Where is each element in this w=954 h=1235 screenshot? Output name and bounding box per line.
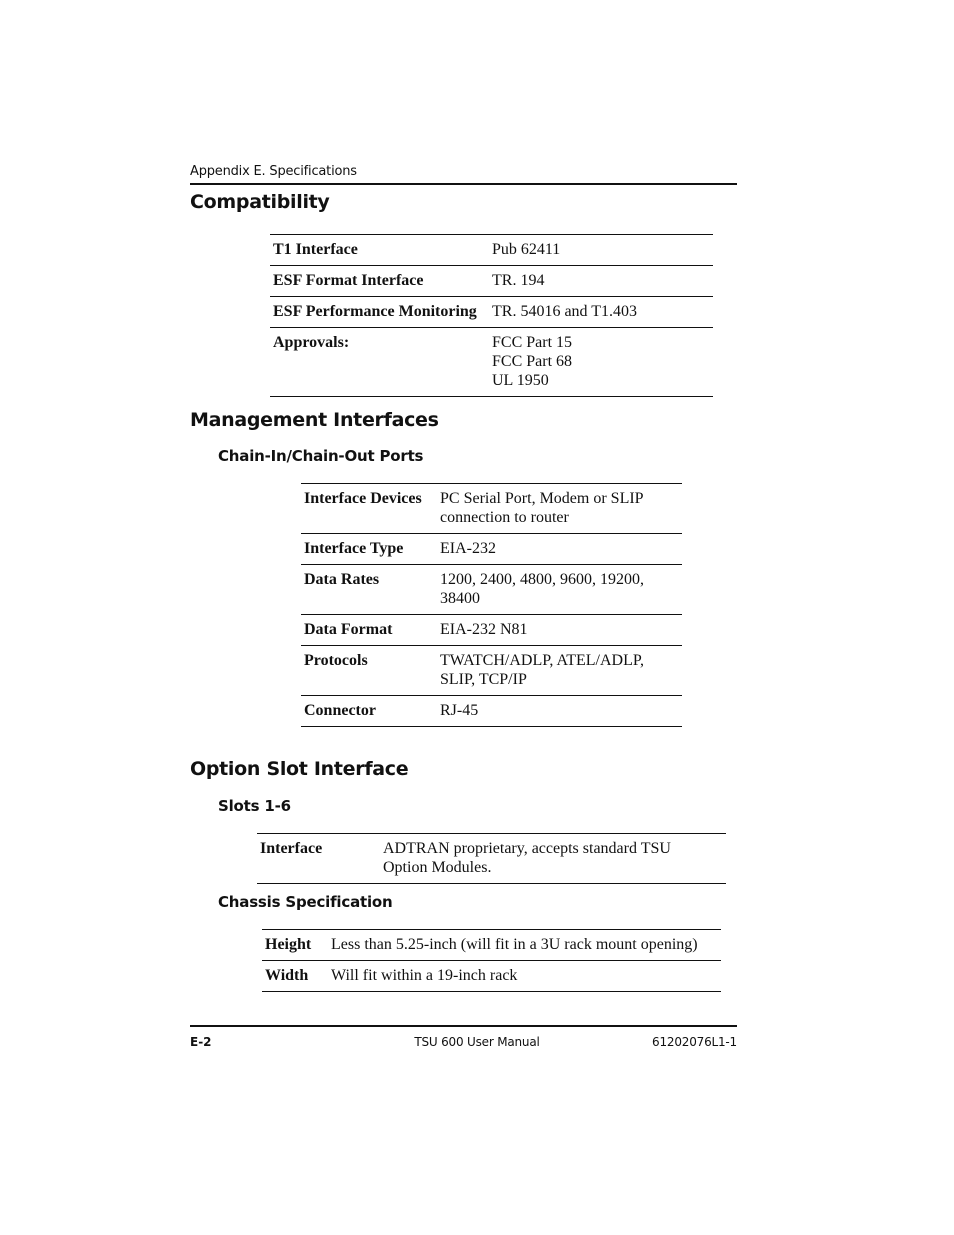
spec-value-line: PC Serial Port, Modem or SLIP bbox=[440, 490, 644, 507]
spec-value-line: FCC Part 68 bbox=[492, 353, 573, 370]
spec-value bbox=[489, 297, 713, 328]
table-row bbox=[270, 328, 713, 397]
section-title-management: Management Interfaces bbox=[190, 409, 439, 431]
footer-rule bbox=[190, 1025, 737, 1027]
spec-value bbox=[489, 328, 713, 397]
chain-ports-table bbox=[301, 483, 682, 727]
compatibility-table bbox=[270, 234, 713, 397]
spec-label: Interface Type bbox=[301, 534, 437, 565]
spec-label: Data Rates bbox=[301, 565, 437, 615]
spec-value-line: TR. 54016 and T1.403 bbox=[492, 303, 638, 320]
page-number: E-2 bbox=[190, 1035, 212, 1049]
table-row bbox=[257, 834, 726, 884]
spec-value-line: TWATCH/ADLP, ATEL/ADLP, bbox=[440, 652, 645, 669]
section-title-compatibility: Compatibility bbox=[190, 191, 330, 213]
spec-value bbox=[489, 235, 713, 266]
spec-value-line: EIA-232 N81 bbox=[440, 621, 528, 638]
table-row bbox=[301, 615, 682, 646]
table-row bbox=[270, 235, 713, 266]
header-rule bbox=[190, 183, 737, 185]
running-header: Appendix E. Specifications bbox=[190, 164, 357, 179]
spec-label: ESF Performance Monitoring bbox=[270, 297, 489, 328]
spec-value-line: 1200, 2400, 4800, 9600, 19200, bbox=[440, 571, 644, 588]
spec-label: Height bbox=[262, 930, 328, 961]
table-row bbox=[262, 930, 721, 961]
table-row bbox=[262, 961, 721, 992]
table-row bbox=[301, 565, 682, 615]
spec-value-line: Will fit within a 19-inch rack bbox=[331, 967, 518, 984]
table-row bbox=[301, 534, 682, 565]
table-row bbox=[301, 484, 682, 534]
chassis-table bbox=[262, 929, 721, 992]
section-title-option-slot: Option Slot Interface bbox=[190, 758, 409, 780]
spec-value bbox=[437, 646, 682, 696]
spec-label: Data Format bbox=[301, 615, 437, 646]
spec-value bbox=[437, 484, 682, 534]
spec-label: Interface Devices bbox=[301, 484, 437, 534]
slots-table bbox=[257, 833, 726, 884]
spec-value bbox=[489, 266, 713, 297]
spec-value bbox=[328, 930, 721, 961]
table-row bbox=[301, 646, 682, 696]
spec-value bbox=[380, 834, 726, 884]
spec-value-line: FCC Part 15 bbox=[492, 334, 573, 351]
spec-value-line: Less than 5.25-inch (will fit in a 3U rack mount opening) bbox=[331, 936, 698, 953]
spec-label: Width bbox=[262, 961, 328, 992]
spec-label: Protocols bbox=[301, 646, 437, 696]
table-row bbox=[301, 696, 682, 727]
spec-value-line: TR. 194 bbox=[492, 272, 545, 289]
table-row bbox=[270, 297, 713, 328]
spec-label: Approvals: bbox=[270, 328, 489, 397]
part-number: 61202076L1-1 bbox=[652, 1035, 737, 1049]
spec-value bbox=[437, 534, 682, 565]
subsection-title-slots: Slots 1-6 bbox=[218, 797, 291, 815]
spec-value-line: Pub 62411 bbox=[492, 241, 561, 258]
spec-value-line: UL 1950 bbox=[492, 372, 549, 389]
spec-value-line: 38400 bbox=[440, 590, 480, 607]
spec-value-line: Option Modules. bbox=[383, 859, 492, 876]
spec-value bbox=[437, 565, 682, 615]
spec-value bbox=[328, 961, 721, 992]
spec-value-line: SLIP, TCP/IP bbox=[440, 671, 527, 688]
spec-label: T1 Interface bbox=[270, 235, 489, 266]
subsection-title-chain-ports: Chain-In/Chain-Out Ports bbox=[218, 447, 424, 465]
spec-value-line: EIA-232 bbox=[440, 540, 496, 557]
spec-value bbox=[437, 615, 682, 646]
spec-value-line: connection to router bbox=[440, 509, 569, 526]
spec-value-line: RJ-45 bbox=[440, 702, 479, 719]
spec-label: Connector bbox=[301, 696, 437, 727]
spec-value-line: ADTRAN proprietary, accepts standard TSU bbox=[383, 840, 671, 857]
subsection-title-chassis: Chassis Specification bbox=[218, 893, 393, 911]
manual-title: TSU 600 User Manual bbox=[414, 1035, 540, 1049]
table-row bbox=[270, 266, 713, 297]
spec-label: Interface bbox=[257, 834, 380, 884]
spec-value bbox=[437, 696, 682, 727]
spec-label: ESF Format Interface bbox=[270, 266, 489, 297]
